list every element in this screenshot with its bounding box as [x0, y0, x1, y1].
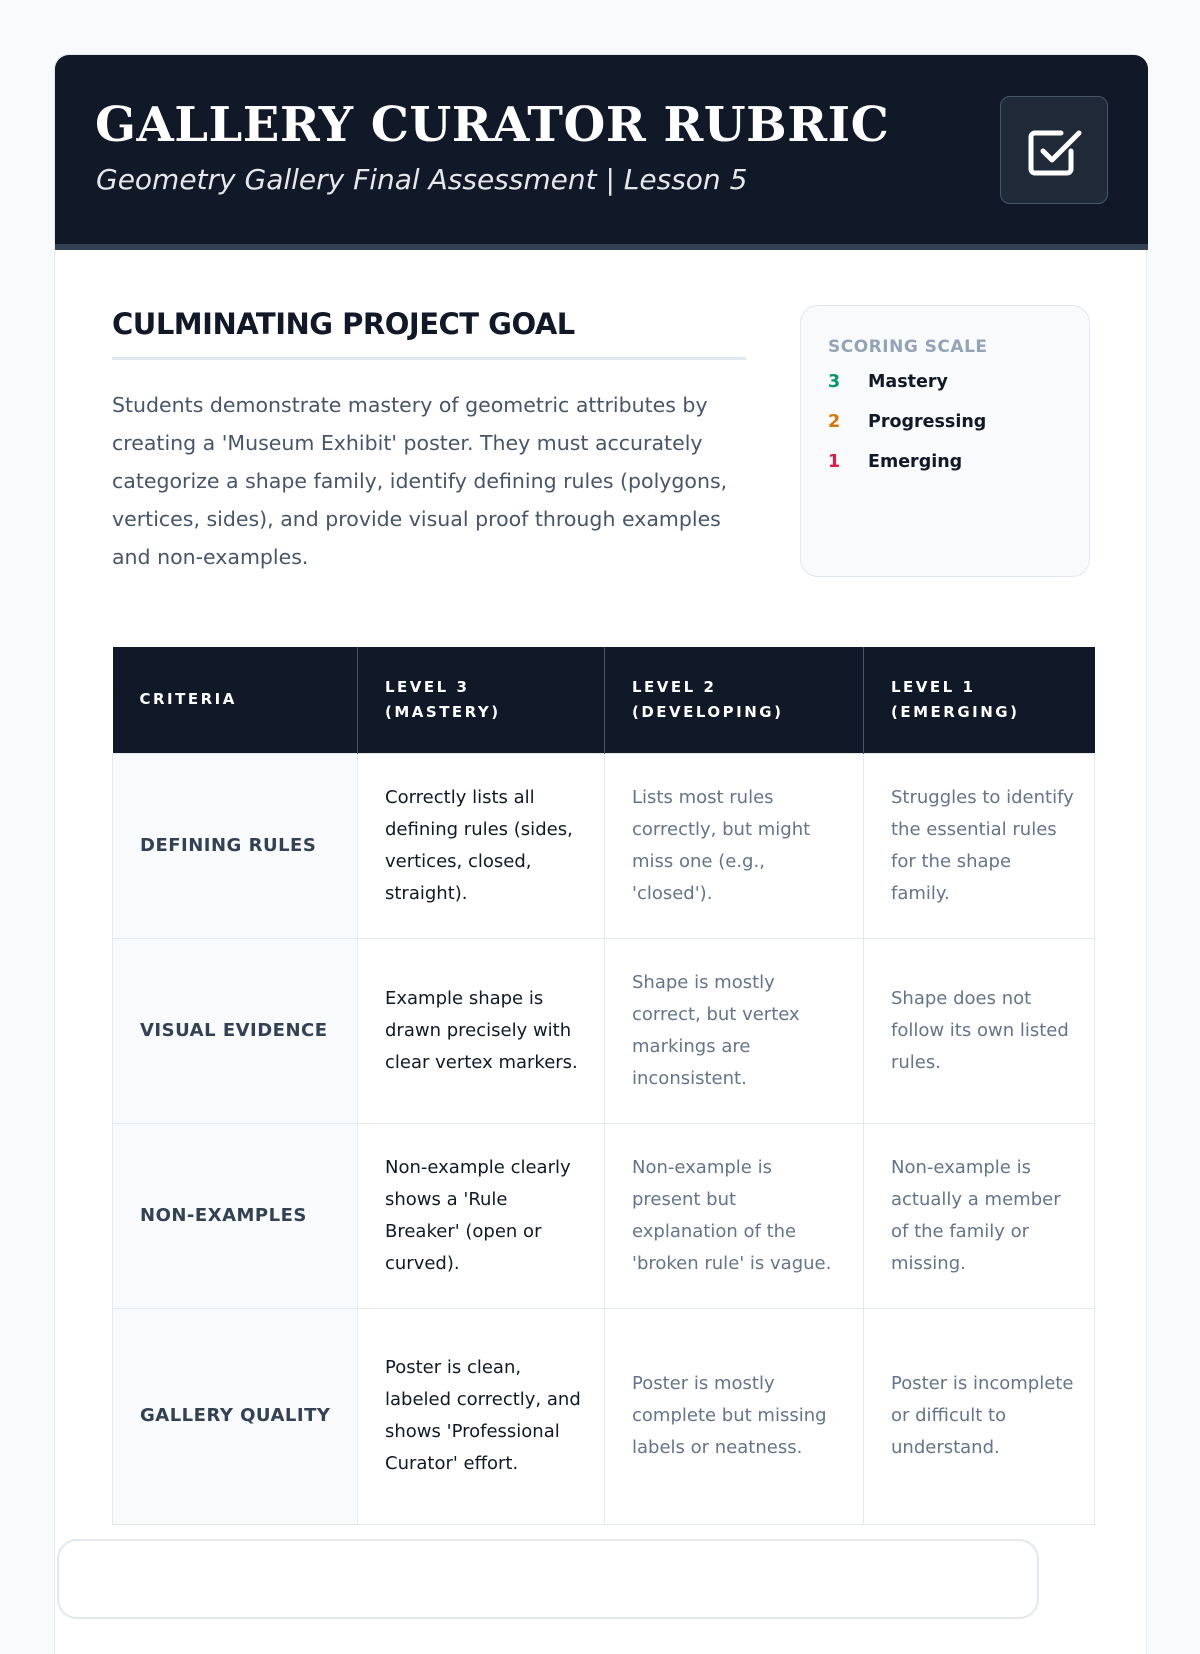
checkbox-icon — [1025, 121, 1085, 181]
goal-divider — [112, 357, 746, 360]
column-header-level-1: LEVEL 1 (EMERGING) — [864, 647, 1095, 753]
level-3-cell: Poster is clean, labeled correctly, and shows 'Professional Curator' effort. — [358, 1308, 605, 1524]
column-header-criteria: CRITERIA — [113, 647, 358, 753]
level-1-cell: Struggles to identify the essential rules for the shape family. — [864, 753, 1095, 938]
next-section-box — [57, 1539, 1039, 1619]
page-subtitle: Geometry Gallery Final Assessment | Lesson 5 — [96, 163, 748, 196]
level-1-cell: Poster is incomplete or difficult to understand. — [864, 1308, 1095, 1524]
scale-level-label: Emerging — [868, 452, 963, 472]
scale-level-label: Mastery — [868, 372, 948, 392]
checkbox-badge — [1000, 96, 1108, 204]
scoring-scale-title: SCORING SCALE — [828, 337, 988, 357]
rubric-table — [112, 647, 1095, 1525]
scale-level-label: Progressing — [868, 412, 987, 432]
column-header-level-3: LEVEL 3 (MASTERY) — [358, 647, 605, 753]
goal-description: Students demonstrate mastery of geometric attributes by creating a 'Museum Exhibit' poster. They must accurately categorize a shape family, identify defining rules (polygons, vertices, sides), and provide visual proof through examples and non-examples. — [112, 393, 728, 569]
goal-heading: CULMINATING PROJECT GOAL — [112, 307, 575, 341]
table-header-row — [113, 647, 1095, 753]
level-3-cell: Correctly lists all defining rules (sides, vertices, closed, straight). — [358, 753, 605, 938]
level-1-cell: Shape does not follow its own listed rules. — [864, 938, 1095, 1123]
rubric-card — [54, 54, 1147, 1654]
scale-level-number: 1 — [828, 452, 841, 472]
scale-level-number: 2 — [828, 412, 841, 432]
level-2-cell: Poster is mostly complete but missing labels or neatness. — [605, 1308, 864, 1524]
page-title: GALLERY CURATOR RUBRIC — [95, 97, 890, 153]
level-1-cell: Non-example is actually a member of the family or missing. — [864, 1123, 1095, 1308]
table-row — [113, 753, 1095, 938]
level-2-cell: Non-example is present but explanation of the 'broken rule' is vague. — [605, 1123, 864, 1308]
level-2-cell: Shape is mostly correct, but vertex markings are inconsistent. — [605, 938, 864, 1123]
table-row — [113, 938, 1095, 1123]
level-2-cell: Lists most rules correctly, but might miss one (e.g., 'closed'). — [605, 753, 864, 938]
level-3-cell: Non-example clearly shows a 'Rule Breaker' (open or curved). — [358, 1123, 605, 1308]
scoring-scale-panel — [800, 305, 1090, 577]
criteria-cell: NON-EXAMPLES — [113, 1123, 358, 1308]
header-banner — [55, 55, 1148, 250]
column-header-level-2: LEVEL 2 (DEVELOPING) — [605, 647, 864, 753]
table-row — [113, 1123, 1095, 1308]
criteria-cell: GALLERY QUALITY — [113, 1308, 358, 1524]
criteria-cell: VISUAL EVIDENCE — [113, 938, 358, 1123]
scale-level-number: 3 — [828, 372, 841, 392]
level-3-cell: Example shape is drawn precisely with clear vertex markers. — [358, 938, 605, 1123]
criteria-cell: DEFINING RULES — [113, 753, 358, 938]
table-row — [113, 1308, 1095, 1524]
